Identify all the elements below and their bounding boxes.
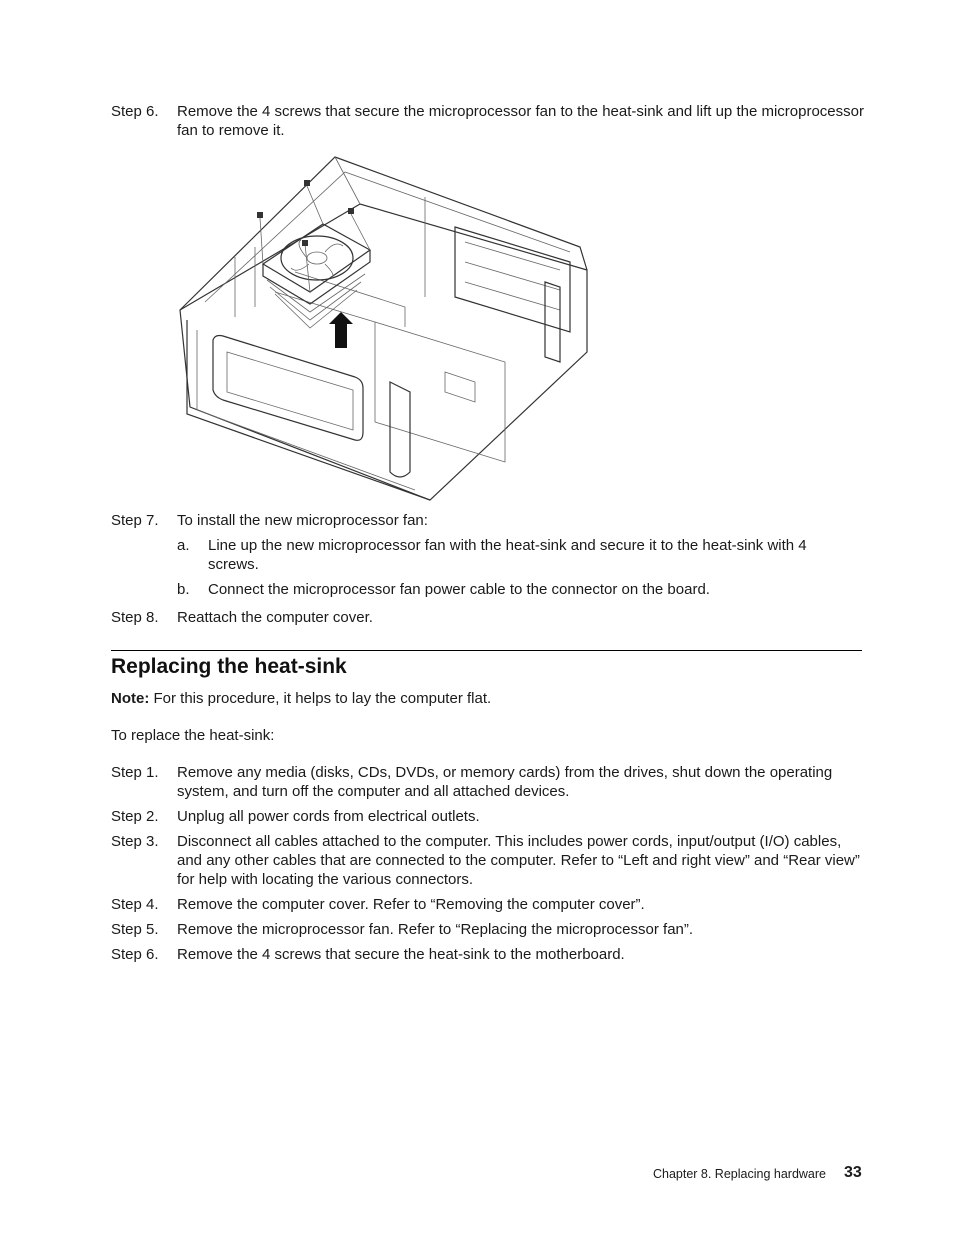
step-text: Remove any media (disks, CDs, DVDs, or memory cards) from the drives, shut down the operating system, and turn off the computer and all attached devices. [177,764,833,800]
substep-letter: a. [177,537,190,554]
page-number: 33 [844,1164,862,1181]
step-text: Disconnect all cables attached to the computer. This includes power cords, input/output (I/O) cables, and any other cables that are connected to the computer. Refer to “Left and right view” and “Rear view” for help with locating the various connectors. [177,833,860,888]
step-number: Step 6. [111,946,159,963]
section-heading: Replacing the heat-sink [111,655,347,678]
intro-text: To replace the heat-sink: [111,727,275,744]
footer-chapter: Chapter 8. Replacing hardware [652,1167,826,1181]
step-number: Step 5. [111,921,159,938]
step-number: Step 7. [111,512,159,529]
step-number: Step 3. [111,833,159,850]
note-text: For this procedure, it helps to lay the computer flat. [149,690,492,707]
section-divider [111,650,862,651]
step-text: Reattach the computer cover. [177,609,373,626]
note-label: Note: [111,690,150,707]
step-text: Remove the microprocessor fan. Refer to “Replacing the microprocessor fan”. [177,921,694,938]
step-number: Step 2. [111,808,159,825]
step-text: Remove the 4 screws that secure the heat-sink to the motherboard. [177,946,625,963]
substep-text: Line up the new microprocessor fan with the heat-sink and secure it to the heat-sink with 4 screws. [208,537,807,573]
computer-chassis-illustration [175,152,595,504]
step-text: Remove the 4 screws that secure the microprocessor fan to the heat-sink and lift up the microprocessor fan to remove it. [177,103,864,139]
step-text: Unplug all power cords from electrical outlets. [177,808,480,825]
substep-letter: b. [177,581,190,598]
step-number: Step 8. [111,609,159,626]
note [111,689,491,708]
step-number: Step 6. [111,103,159,120]
step-number: Step 4. [111,896,159,913]
step-text: To install the new microprocessor fan: [177,512,428,529]
step-text: Remove the computer cover. Refer to “Removing the computer cover”. [177,896,645,913]
substep-text: Connect the microprocessor fan power cable to the connector on the board. [208,581,710,598]
step-number: Step 1. [111,764,159,781]
